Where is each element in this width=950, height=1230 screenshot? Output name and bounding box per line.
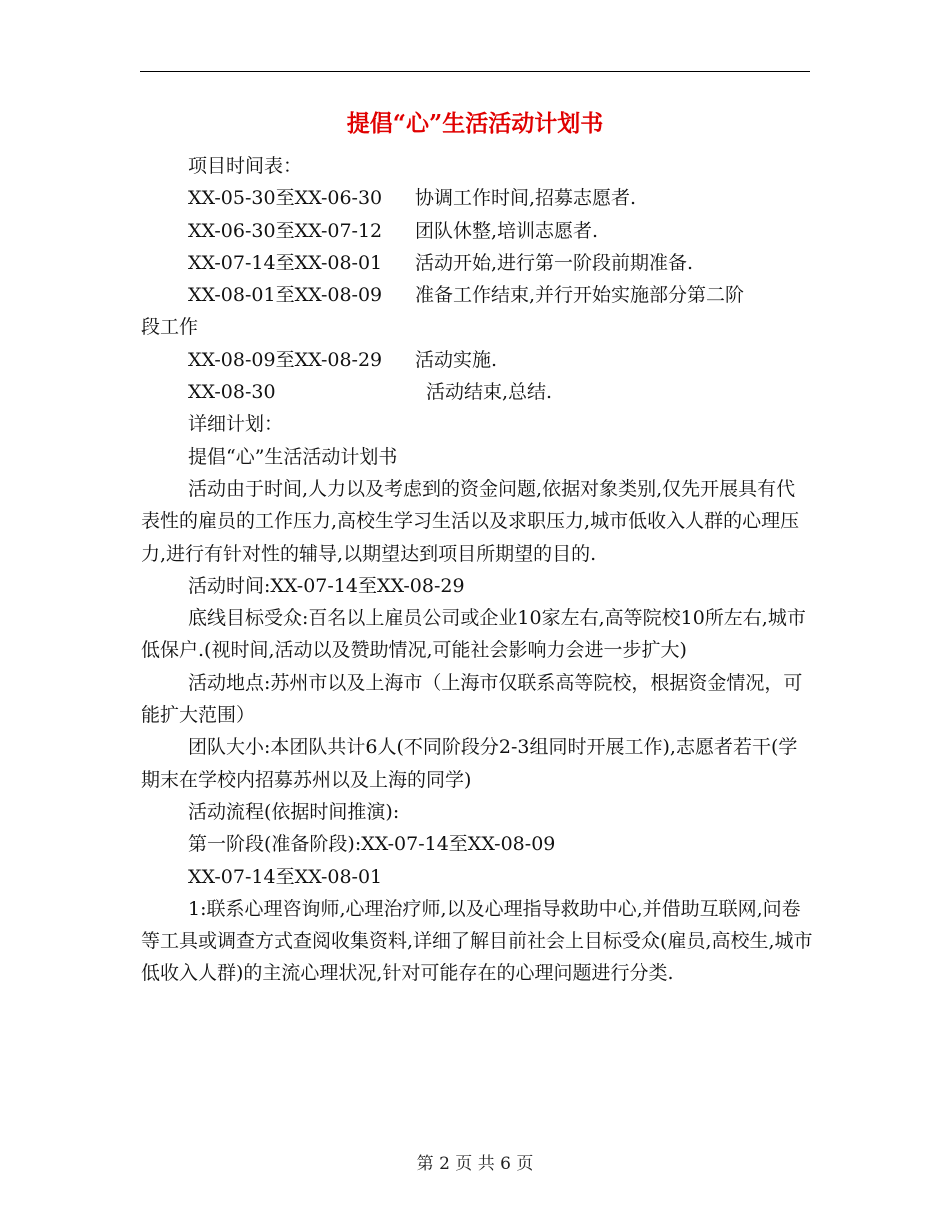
- schedule-range: XX-08-01至XX-08-09: [188, 284, 383, 307]
- schedule-row: [141, 344, 813, 376]
- document-title: 提倡“心”生活活动计划书: [346, 110, 604, 137]
- activity-time: 活动时间:XX-07-14至XX-08-29: [188, 574, 465, 597]
- team-size: 团队大小:本团队共计6人(不同阶段分2-3组同时开展工作),志愿者若干(学期末在学校内招募苏州以及上海的同学): [141, 736, 798, 791]
- schedule-row: [141, 376, 813, 408]
- schedule-row: [141, 215, 813, 247]
- schedule-range: XX-08-09至XX-08-29: [188, 348, 383, 371]
- schedule-range: XX-07-14至XX-08-01: [188, 251, 383, 274]
- target-audience: 底线目标受众:百名以上雇员公司或企业10家左右,高等院校10所左右,城市低保户.(视时间,活动以及赞助情况,可能社会影响力会进一步扩大): [141, 607, 806, 662]
- page-footer: 第 2 页 共 6 页: [416, 1154, 534, 1174]
- schedule-desc: 协调工作时间,招募志愿者.: [415, 187, 637, 210]
- step-one-paragraph: 1:联系心理咨询师,心理治疗师,以及心理指导救助中心,并借助互联网,问卷等工具或调查方式查阅收集资料,详细了解目前社会上目标受众(雇员,高校生,城市低收入人群)的主流心理状况,针对可能存在的心理问题进行分类.: [141, 897, 813, 985]
- schedule-desc-continued: 段工作: [141, 316, 199, 339]
- document-body: [141, 150, 813, 990]
- activity-process: 活动流程(依据时间推演):: [188, 800, 400, 823]
- schedule-range: XX-06-30至XX-07-12: [188, 219, 383, 242]
- schedule-desc: 活动开始,进行第一阶段前期准备.: [415, 251, 694, 274]
- detail-heading: 详细计划：: [188, 413, 284, 436]
- schedule-row: [141, 247, 813, 279]
- schedule-desc: 活动实施.: [415, 348, 498, 371]
- schedule-range: XX-08-30: [188, 381, 276, 404]
- schedule-range: XX-05-30至XX-06-30: [188, 187, 383, 210]
- schedule-desc: 准备工作结束,并行开始实施部分第二阶: [415, 284, 745, 307]
- intro-paragraph: 活动由于时间,人力以及考虑到的资金问题,依据对象类别,仅先开展具有代表性的雇员的工作压力,高校生学习生活以及求职压力,城市低收入人群的心理压力,进行有针对性的辅导,以期望达到项目所期望的目的.: [141, 477, 800, 565]
- schedule-row: [141, 279, 813, 344]
- phase-one-range: XX-07-14至XX-08-01: [188, 865, 383, 888]
- plan-subtitle: 提倡“心”生活活动计划书: [188, 445, 398, 468]
- phase-one-heading: 第一阶段(准备阶段):XX-07-14至XX-08-09: [188, 833, 556, 856]
- activity-location: 活动地点:苏州市以及上海市（上海市仅联系高等院校，根据资金情况，可能扩大范围）: [141, 671, 803, 727]
- schedule-heading: 项目时间表：: [188, 155, 303, 177]
- header-rule: [140, 71, 810, 72]
- schedule-row: [141, 182, 813, 214]
- schedule-desc: 活动结束,总结.: [426, 381, 553, 404]
- schedule-desc: 团队休整,培训志愿者.: [415, 219, 599, 242]
